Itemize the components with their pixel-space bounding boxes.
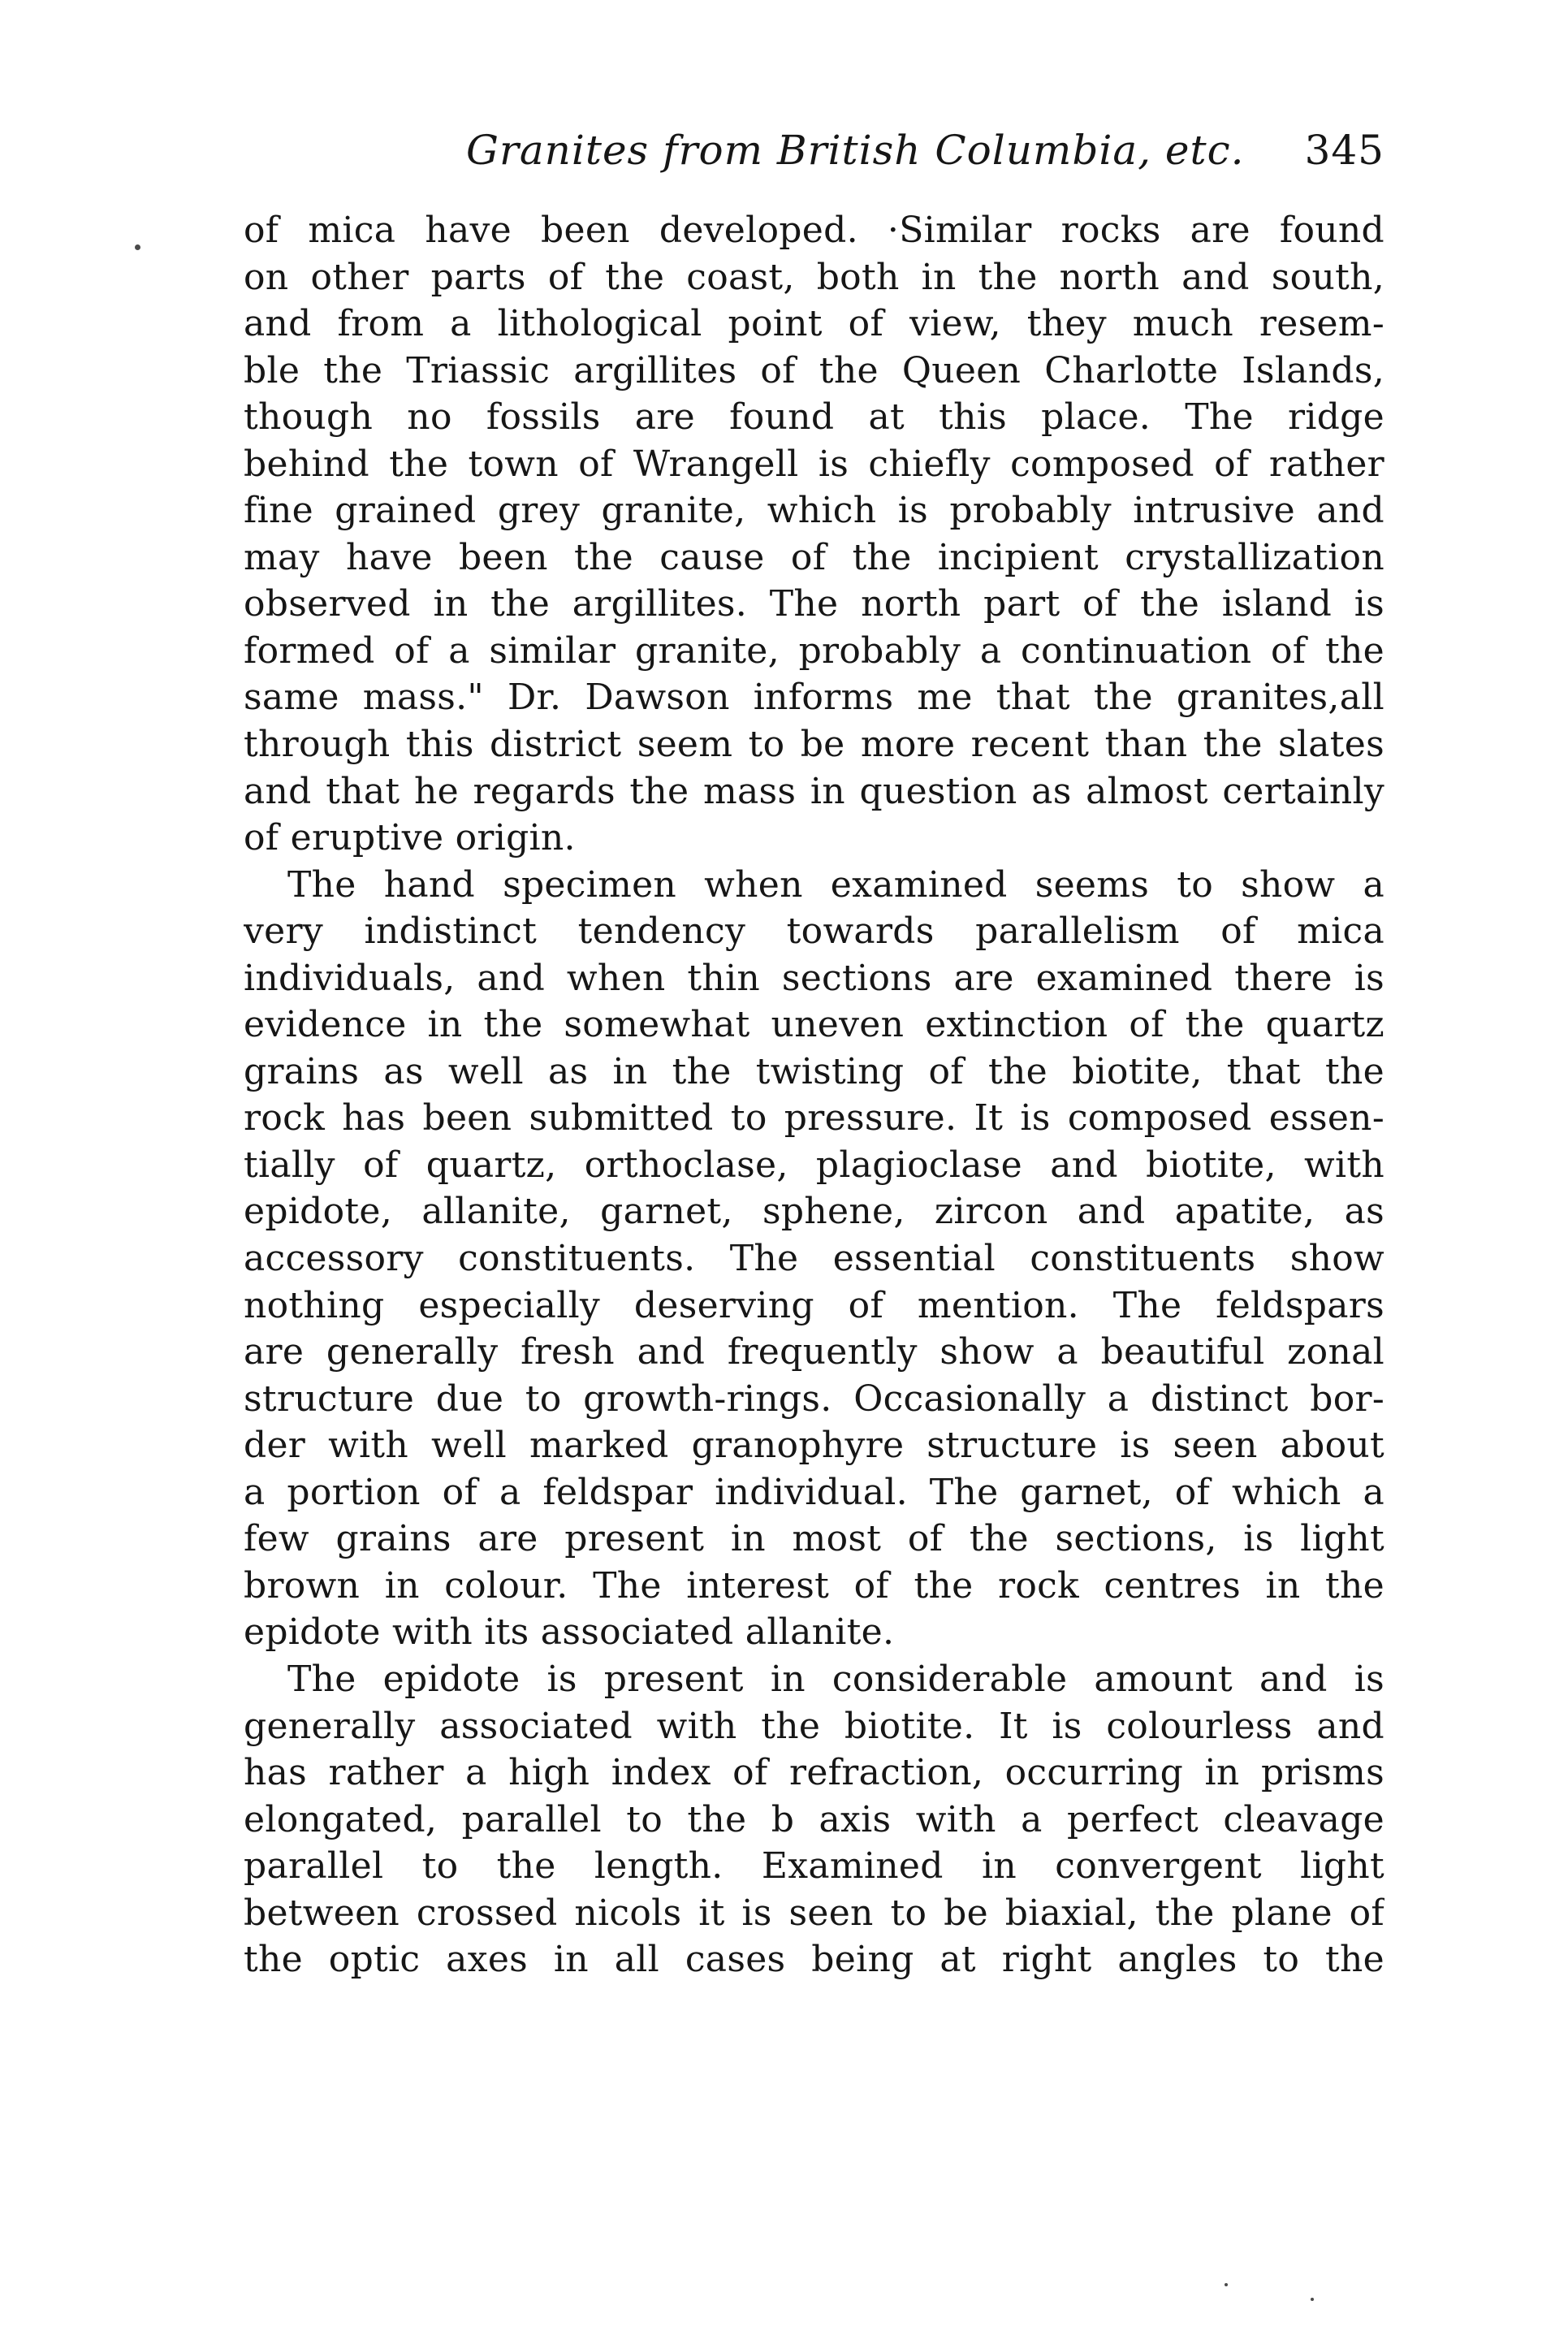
text-line: a portion of a feldspar individual. The garnet, of which a — [244, 1471, 1384, 1513]
text-line: epidote, allanite, garnet, sphene, zircon and apatite, as — [244, 1191, 1384, 1233]
text-line: rock has been submitted to pressure. It is composed essen- — [244, 1097, 1384, 1140]
running-title: Granites from British Columbia, etc. — [466, 127, 1245, 174]
text-line: observed in the argillites. The north part of the island is — [244, 583, 1384, 625]
stray-ink-dot — [1311, 2298, 1314, 2301]
text-line: of mica have been developed. ·Similar rocks are found — [244, 210, 1384, 251]
text-line: structure due to growth-rings. Occasionally a distinct bor- — [244, 1377, 1384, 1420]
text-line: ble the Triassic argillites of the Queen Charlotte Islands, — [244, 349, 1384, 391]
text-line: nothing especially deserving of mention. The feldspars — [244, 1284, 1384, 1326]
text-line: brown in colour. The interest of the rock centres in the — [244, 1564, 1384, 1607]
text-line: and that he regards the mass in question as almost certainly — [244, 770, 1384, 812]
text-line: same mass." Dr. Dawson informs me that the granites,all — [244, 677, 1384, 719]
text-line: may have been the cause of the incipient crystallization — [244, 536, 1384, 578]
text-line: few grains are present in most of the sections, is light — [244, 1518, 1384, 1560]
paragraph-first-line: The hand specimen when examined seems to show a — [287, 863, 1384, 906]
text-line: of eruptive origin. — [244, 817, 576, 859]
text-line: epidote with its associated allanite. — [244, 1611, 895, 1654]
stray-ink-dot — [135, 244, 140, 250]
text-line: through this district seem to be more recent than the slates — [244, 724, 1384, 766]
text-line: behind the town of Wrangell is chiefly composed of rather — [244, 443, 1384, 485]
text-line: very indistinct tendency towards parallelism of mica — [244, 910, 1384, 953]
text-line: individuals, and when thin sections are examined there is — [244, 957, 1384, 999]
text-line: and from a lithological point of view, they much resem- — [244, 303, 1384, 345]
text-line: accessory constituents. The essential constituents show — [244, 1238, 1384, 1280]
stray-ink-dot — [1225, 2283, 1228, 2286]
body-text — [244, 207, 1384, 1983]
text-line: der with well marked granophyre structure is seen about — [244, 1425, 1384, 1467]
text-line: between crossed nicols it is seen to be biaxial, the plane of — [244, 1892, 1384, 1934]
text-line: are generally fresh and frequently show a beautiful zonal — [244, 1331, 1384, 1373]
text-line: though no fossils are found at this place. The ridge — [244, 396, 1384, 439]
text-line: has rather a high index of refraction, occurring in prisms — [244, 1752, 1384, 1794]
text-line: grains as well as in the twisting of the biotite, that the — [244, 1050, 1384, 1092]
text-line: parallel to the length. Examined in convergent light — [244, 1845, 1384, 1888]
text-line: formed of a similar granite, probably a continuation of the — [244, 629, 1384, 672]
page-number: 345 — [1304, 127, 1384, 174]
text-line: evidence in the somewhat uneven extinction of the quartz — [244, 1004, 1384, 1046]
text-line: on other parts of the coast, both in the north and south, — [244, 256, 1384, 298]
running-head — [244, 122, 1384, 187]
text-line: the optic axes in all cases being at right angles to the — [244, 1939, 1384, 1981]
paragraph-first-line: The epidote is present in considerable amount and is — [287, 1658, 1384, 1700]
text-line: fine grained grey granite, which is probably intrusive and — [244, 490, 1384, 532]
text-line: tially of quartz, orthoclase, plagioclase and biotite, with — [244, 1144, 1384, 1186]
text-line: generally associated with the biotite. It is colourless and — [244, 1705, 1384, 1747]
text-line: elongated, parallel to the b axis with a perfect cleavage — [244, 1798, 1384, 1840]
